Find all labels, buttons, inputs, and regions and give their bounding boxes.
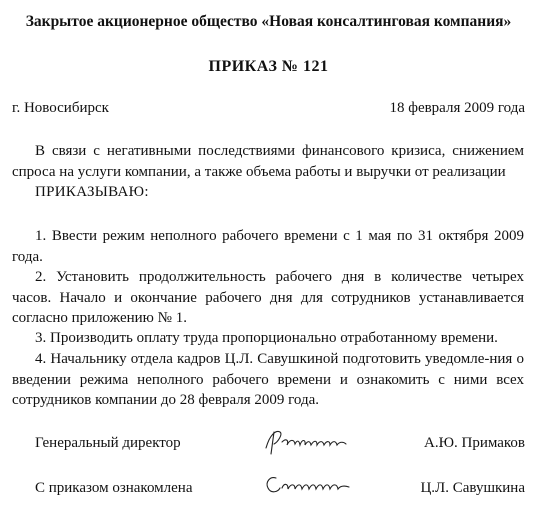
document-date: 18 февраля 2009 года	[389, 100, 525, 116]
acknowledged-name: Ц.Л. Савушкина	[420, 480, 525, 496]
order-item-1: 1. Ввести режим неполного рабочего времени с 1 мая по 31 октября 2009 года.	[12, 228, 524, 265]
order-item-2: 2. Установить продолжительность рабочего дня в количестве четырех часов. Начало и окончание рабочего дня для сотрудников устанавливается согласно приложению № 1.	[12, 269, 524, 326]
order-item-3: 3. Производить оплату труда пропорционально отработанному времени.	[35, 330, 498, 346]
order-item-4: 4. Начальнику отдела кадров Ц.Л. Савушкиной подготовить уведомле-ния о введении режима неполного рабочего времени и ознакомить с ними всех сотрудников компании до 28 февраля 2009 года.	[12, 351, 524, 408]
document-title: ПРИКАЗ № 121	[208, 58, 329, 75]
director-role: Генеральный директор	[35, 435, 181, 451]
acknowledged-role: С приказом ознакомлена	[35, 480, 193, 496]
city: г. Новосибирск	[12, 100, 109, 116]
organization-name: Закрытое акционерное общество «Новая консалтинговая компания»	[25, 13, 512, 30]
preamble: В связи с негативными последствиями финансового кризиса, снижением спроса на услуги компании, а также объема работы и выручки от реализации	[12, 143, 524, 180]
order-word: ПРИКАЗЫВАЮ:	[35, 184, 149, 200]
director-name: А.Ю. Примаков	[423, 435, 525, 451]
director-signature	[262, 424, 354, 458]
acknowledged-signature	[262, 468, 354, 502]
